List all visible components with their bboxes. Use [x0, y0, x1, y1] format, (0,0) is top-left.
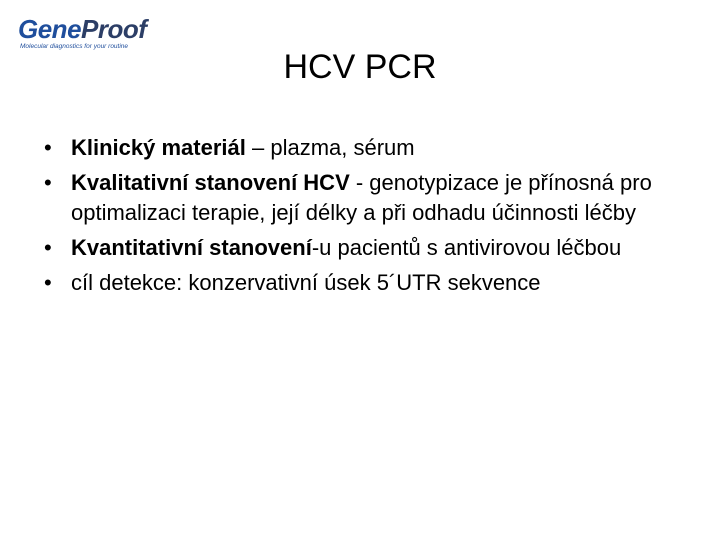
bullet-item-quantitative: [44, 233, 704, 263]
bullet-icon: •: [44, 270, 52, 295]
bullet-list: [44, 133, 704, 303]
bullet-bold-text: Klinický materiál: [71, 135, 246, 160]
bullet-item-qualitative: [44, 168, 704, 228]
logo-wordmark-part-gene: Gene: [18, 14, 82, 44]
bullet-text: cíl detekce: konzervativní úsek 5´UTR sekvence: [71, 270, 541, 295]
bullet-text: -u pacientů s antivirovou léčbou: [311, 235, 622, 260]
logo-wordmark: [18, 14, 146, 44]
bullet-icon: •: [44, 135, 52, 160]
bullet-icon: •: [44, 170, 52, 195]
logo-wordmark-part-proof: Proof: [81, 14, 147, 44]
bullet-item-detection-target: [44, 268, 704, 298]
slide-title: HCV PCR: [283, 48, 437, 86]
logo-tagline: Molecular diagnostics for your routine: [20, 43, 129, 50]
bullet-text: - genotypizace je přínosná pro optimalizaci terapie, její délky a při odhadu účinnosti léčby: [71, 170, 652, 225]
bullet-item-clinical-material: [44, 133, 704, 163]
bullet-text: – plazma, sérum: [245, 135, 415, 160]
bullet-icon: •: [44, 235, 52, 260]
bullet-bold-text: Kvantitativní stanovení: [71, 235, 312, 260]
bullet-bold-text: Kvalitativní stanovení HCV: [71, 170, 350, 195]
